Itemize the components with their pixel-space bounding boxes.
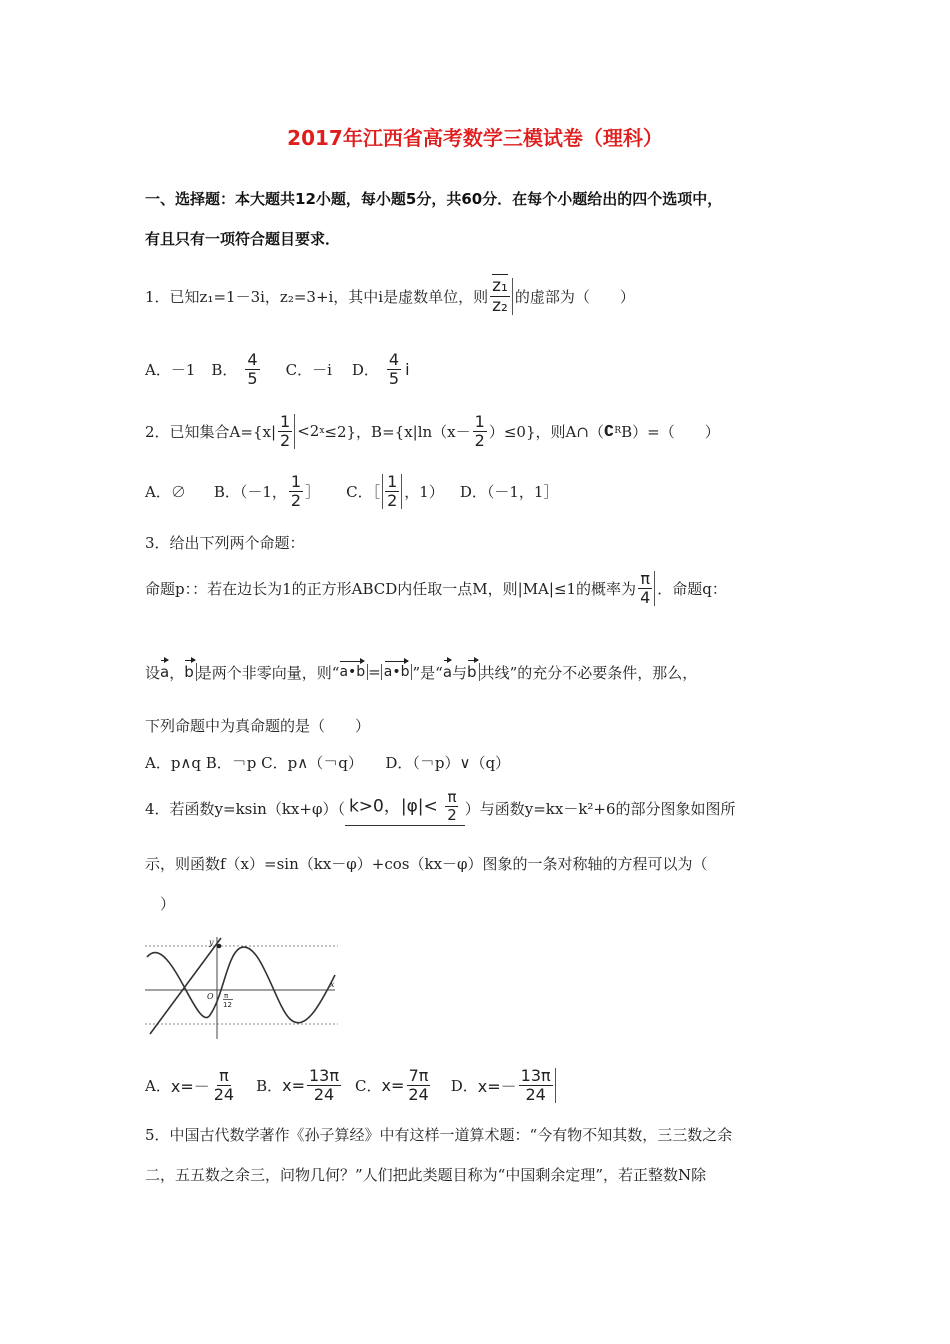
q3-dot-product-abs (381, 664, 413, 680)
q3-vector-a-1: a (160, 663, 170, 681)
q4-condition-text: k>0，|φ|< (348, 796, 438, 817)
section-heading-line-2: 有且只有一项符合题目要求． (145, 230, 341, 248)
q2-complement-symbol: ∁ (603, 422, 615, 440)
q4-option-a-den: 24 (213, 1084, 235, 1104)
q2-half-den-2: 2 (474, 430, 485, 450)
q3-vector-a-2: a (442, 663, 453, 681)
q3-question: 下列命题中为真命题的是（ ） (145, 717, 371, 735)
q3-pi-over-4 (638, 568, 655, 607)
q3-proposition-p (145, 566, 727, 610)
q2-part-2: <2 (297, 422, 320, 440)
q2-option-b-post: ］ (305, 482, 321, 501)
q2-option-c-den: 2 (387, 490, 398, 510)
q3-proposition-q: 设 a ， b 是两个非零向量，则“ a•b = a•b ”是“ a 与 b 共线”的充分不必要条件，那么， (145, 663, 698, 682)
section-heading-line-1: 一、选择题：本大题共12小题，每小题5分，共60分．在每个小题给出的四个选项中， (145, 190, 723, 208)
q4-option-b-fraction (307, 1065, 341, 1104)
q2-complement-subscript: R (614, 426, 622, 436)
q4-option-a-fraction (212, 1065, 236, 1104)
q4-option-b-den: 24 (313, 1084, 335, 1104)
q4-condition-num: π (447, 788, 457, 806)
q1-option-b-num: 4 (247, 349, 258, 369)
question-1 (145, 270, 635, 322)
graph-tick-num: π (224, 992, 229, 1000)
q1-option-d-num: 4 (388, 349, 400, 369)
q2-option-c-post: ，1） (404, 482, 444, 501)
q3-dot-product-lhs (339, 664, 368, 680)
q3-four: 4 (640, 587, 651, 607)
question-5-line-2: 二，五五数之余三，问物几何？”人们把此类题目称为“中国剩余定理”，若正整数N除 (145, 1166, 707, 1184)
q1-option-b-label: B． (211, 360, 238, 379)
q2-option-c-num: 1 (387, 471, 398, 491)
q1-options (145, 348, 410, 390)
question-4-line-2: 示，则函数f（x）=sin（kx－φ）+cos（kx－φ）图象的一条对称轴的方程可以为（ (145, 855, 708, 873)
q2-part-3: ≤2}，B={x|ln（x－ (324, 422, 471, 441)
graph-tick-den: 12 (223, 1001, 232, 1009)
q2-half-num-1: 1 (280, 411, 291, 431)
q4-condition (345, 790, 465, 826)
q2-half-den-1: 2 (280, 430, 291, 450)
question-4-line-1 (145, 786, 736, 830)
q2-option-a: A．∅ (145, 482, 186, 501)
q2-half-fraction-1 (278, 411, 295, 450)
q4-option-d-fraction (519, 1065, 556, 1104)
q2-part-1: 2．已知集合A={x| (145, 422, 277, 441)
q4-line1-pre: 4．若函数y=ksin（kx+φ）（ (145, 799, 345, 818)
q3-q-mid-3: 与 (452, 663, 468, 682)
q4-option-d-expr: x=－ (477, 1076, 517, 1096)
question-2 (145, 408, 720, 454)
q1-option-c: C．－i (285, 360, 332, 379)
q3-dot-lhs-text: a•b (339, 664, 366, 680)
q2-part-5: B）=（ ） (621, 422, 720, 441)
q2-option-c-pre: C．［ (346, 482, 381, 501)
graph-x-label: x (330, 980, 335, 989)
q4-option-b-expr: x= (282, 1075, 305, 1095)
q3-p-post: ．命题q： (657, 579, 727, 598)
q4-option-a-label: A． (145, 1076, 171, 1095)
q1-fraction (490, 275, 513, 316)
q2-exponent: x (319, 426, 325, 436)
q2-option-b-fraction (289, 471, 303, 510)
q1-option-d-fraction (387, 349, 401, 388)
q1-option-b-den: 5 (247, 368, 258, 388)
q1-option-a: A．－1 (145, 360, 196, 379)
q4-line1-post: ）与函数y=kx－k²+6的部分图象如图所 (464, 799, 736, 818)
q4-option-c-fraction (406, 1065, 430, 1104)
q4-condition-den: 2 (447, 806, 457, 824)
q4-option-c-den: 24 (408, 1084, 429, 1104)
q1-option-d-label: D． (351, 360, 379, 379)
page-title: 2017年江西省高考数学三模试卷（理科） (287, 126, 663, 150)
q2-option-b-pre: B．（－1， (213, 482, 287, 501)
q3-pi: π (640, 568, 650, 588)
q3-vector-b-1: b (184, 663, 197, 681)
q4-option-c-label: C． (355, 1076, 382, 1095)
q2-option-b-num: 1 (290, 471, 302, 491)
q3-dot-abs-text: a•b (383, 664, 410, 680)
q2-option-b-den: 2 (290, 490, 302, 510)
q2-option-c-fraction (382, 471, 402, 510)
q4-option-c-expr: x= (381, 1075, 405, 1095)
q3-vector-b-2: b (467, 663, 480, 681)
q1-option-b-fraction (245, 349, 259, 388)
q4-option-b-num: 13π (309, 1065, 339, 1085)
q1-frac-den: z₂ (492, 295, 508, 316)
q3-options: A．p∧q B．￢p C．p∧（￢q） D．（￢p）∨（q） (145, 754, 511, 772)
q2-half-num-2: 1 (474, 411, 485, 431)
q4-option-c-num: 7π (408, 1065, 429, 1085)
q4-option-a-num: π (219, 1065, 229, 1085)
q4-option-a-expr: x=－ (170, 1076, 210, 1096)
question-5-line-1: 5．中国古代数学著作《孙子算经》中有这样一道算术题：“今有物不知其数，三三数之余 (145, 1126, 733, 1144)
q4-function-graph (145, 935, 338, 1039)
question-3-intro: 3．给出下列两个命题： (145, 534, 305, 552)
question-4-line-3: ） (145, 895, 176, 913)
q1-frac-num: z₁ (492, 275, 508, 296)
q3-q-post: 共线”的充分不必要条件，那么， (479, 663, 698, 682)
q2-options (145, 468, 558, 514)
q2-part-4: ）≤0}，则A∩（ (488, 422, 604, 441)
q4-options (145, 1062, 558, 1108)
q1-option-d-den: 5 (388, 368, 400, 388)
q4-option-b-label: B． (256, 1076, 283, 1095)
q3-q-mid-1: 是两个非零向量，则“ (196, 663, 340, 682)
q1-tail: 的虚部为（ ） (514, 287, 635, 306)
q1-option-d-suffix: i (405, 359, 410, 379)
q4-option-d-num: 13π (520, 1065, 551, 1085)
q3-p-text: 命题p：：若在边长为1的正方形ABCD内任取一点M，则|MA|≤1的概率为 (145, 579, 637, 598)
q4-option-d-label: D． (450, 1076, 478, 1095)
graph-y-label: y (209, 938, 214, 947)
q2-half-fraction-2 (473, 411, 487, 450)
q3-q-pre: 设 (145, 663, 161, 682)
q1-text: 1．已知z₁=1－3i，z₂=3+i，其中i是虚数单位，则 (145, 287, 489, 306)
q2-option-d: D．（－1，1］ (459, 482, 559, 501)
graph-origin-label: O (207, 992, 214, 1001)
q3-q-mid-2: ”是“ (412, 663, 443, 682)
q4-condition-fraction (445, 790, 459, 823)
q4-option-d-den: 24 (525, 1084, 546, 1104)
